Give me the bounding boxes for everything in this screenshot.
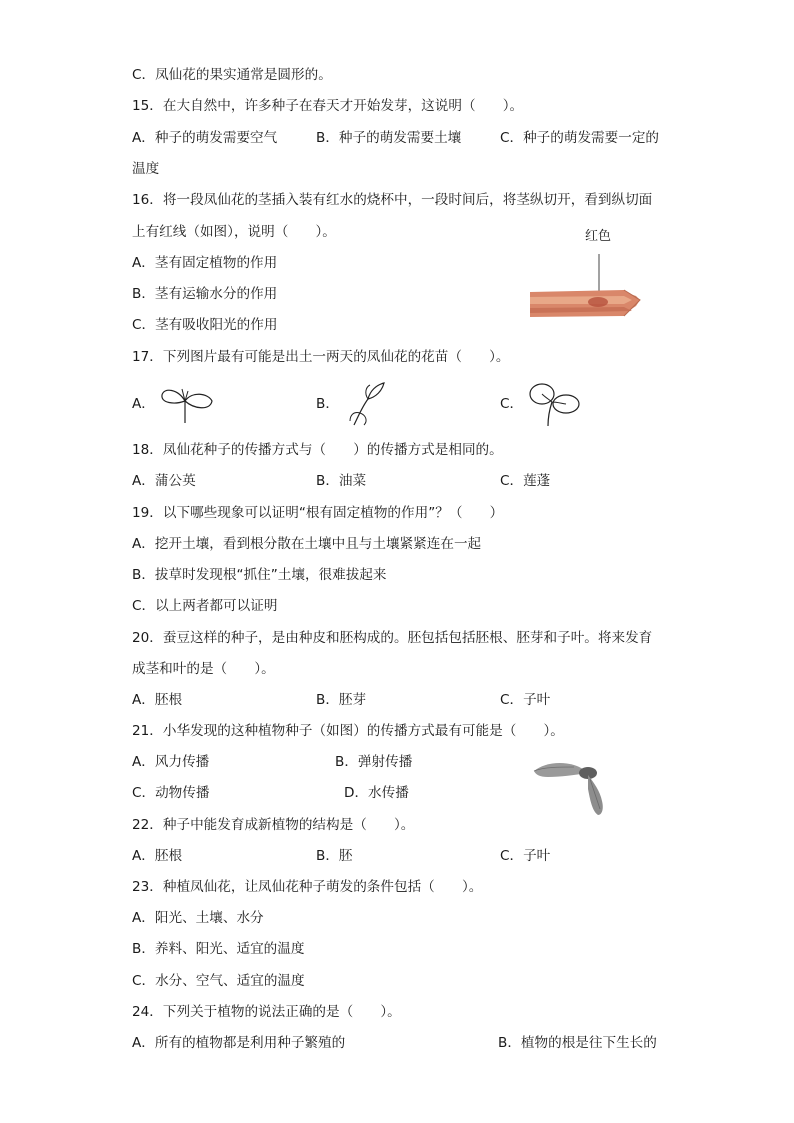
winged-seed-image bbox=[530, 755, 616, 817]
q17-option-c: C． bbox=[500, 396, 524, 412]
q15-option-a: A．种子的萌发需要空气 bbox=[132, 130, 278, 146]
q21-option-c: C．动物传播 bbox=[132, 785, 210, 801]
q20-stem-line1: 20．蚕豆这样的种子，是由种皮和胚构成的。胚包括包括胚根、胚芽和子叶。将来发育 bbox=[132, 630, 653, 646]
seedling-a-icon bbox=[158, 383, 216, 425]
q17-option-a: A． bbox=[132, 396, 155, 412]
q16-option-a: A．茎有固定植物的作用 bbox=[132, 255, 278, 271]
q19-option-c: C．以上两者都可以证明 bbox=[132, 598, 278, 614]
q15-stem: 15．在大自然中，许多种子在春天才开始发芽，这说明（ ）。 bbox=[132, 98, 524, 114]
q23-option-c: C．水分、空气、适宜的温度 bbox=[132, 973, 305, 989]
q24-stem: 24．下列关于植物的说法正确的是（ ）。 bbox=[132, 1004, 401, 1020]
q18-option-a: A．蒲公英 bbox=[132, 473, 196, 489]
q17-option-b: B． bbox=[316, 396, 339, 412]
q21-stem: 21．小华发现的这种植物种子（如图）的传播方式最有可能是（ ）。 bbox=[132, 723, 564, 739]
q15-option-b: B．种子的萌发需要土壤 bbox=[316, 130, 462, 146]
q14-option-c: C．凤仙花的果实通常是圆形的。 bbox=[132, 67, 332, 83]
q22-option-b: B．胚 bbox=[316, 848, 353, 864]
q16-option-c: C．茎有吸收阳光的作用 bbox=[132, 317, 278, 333]
seedling-c-icon bbox=[526, 380, 582, 428]
stem-figure-label: 红色 bbox=[585, 229, 612, 244]
red-stem-cross-section-image bbox=[528, 250, 644, 322]
q18-stem: 18．凤仙花种子的传播方式与（ ）的传播方式是相同的。 bbox=[132, 442, 503, 458]
q21-option-a: A．风力传播 bbox=[132, 754, 210, 770]
q23-option-b: B．养料、阳光、适宜的温度 bbox=[132, 941, 305, 957]
q16-option-b: B．茎有运输水分的作用 bbox=[132, 286, 278, 302]
q22-option-c: C．子叶 bbox=[500, 848, 551, 864]
q16-stem-line1: 16．将一段凤仙花的茎插入装有红水的烧杯中，一段时间后，将茎纵切开，看到纵切面 bbox=[132, 192, 653, 208]
q15-option-c-cont: 温度 bbox=[132, 161, 160, 177]
seedling-b-icon bbox=[346, 381, 390, 427]
q23-option-a: A．阳光、土壤、水分 bbox=[132, 910, 264, 926]
q18-option-b: B．油菜 bbox=[316, 473, 367, 489]
q18-option-c: C．莲蓬 bbox=[500, 473, 551, 489]
q19-option-a: A．挖开土壤，看到根分散在土壤中且与土壤紧紧连在一起 bbox=[132, 536, 482, 552]
q20-stem-line2: 成茎和叶的是（ ）。 bbox=[132, 661, 275, 677]
q15-option-c: C．种子的萌发需要一定的 bbox=[500, 130, 660, 146]
q17-stem: 17．下列图片最有可能是出土一两天的凤仙花的花苗（ ）。 bbox=[132, 349, 510, 365]
q19-option-b: B．拔草时发现根“抓住”土壤，很难拔起来 bbox=[132, 567, 387, 583]
q22-option-a: A．胚根 bbox=[132, 848, 183, 864]
q20-option-a: A．胚根 bbox=[132, 692, 183, 708]
q22-stem: 22．种子中能发育成新植物的结构是（ ）。 bbox=[132, 817, 415, 833]
q16-stem-line2: 上有红线（如图），说明（ ）。 bbox=[132, 224, 336, 240]
q24-option-b: B．植物的根是往下生长的 bbox=[498, 1035, 657, 1051]
q19-stem: 19．以下哪些现象可以证明“根有固定植物的作用”？（ ） bbox=[132, 505, 504, 521]
q21-option-b: B．弹射传播 bbox=[335, 754, 413, 770]
q20-option-c: C．子叶 bbox=[500, 692, 551, 708]
q21-option-d: D．水传播 bbox=[344, 785, 409, 801]
q23-stem: 23．种植凤仙花，让凤仙花种子萌发的条件包括（ ）。 bbox=[132, 879, 483, 895]
q24-option-a: A．所有的植物都是利用种子繁殖的 bbox=[132, 1035, 346, 1051]
q20-option-b: B．胚芽 bbox=[316, 692, 367, 708]
